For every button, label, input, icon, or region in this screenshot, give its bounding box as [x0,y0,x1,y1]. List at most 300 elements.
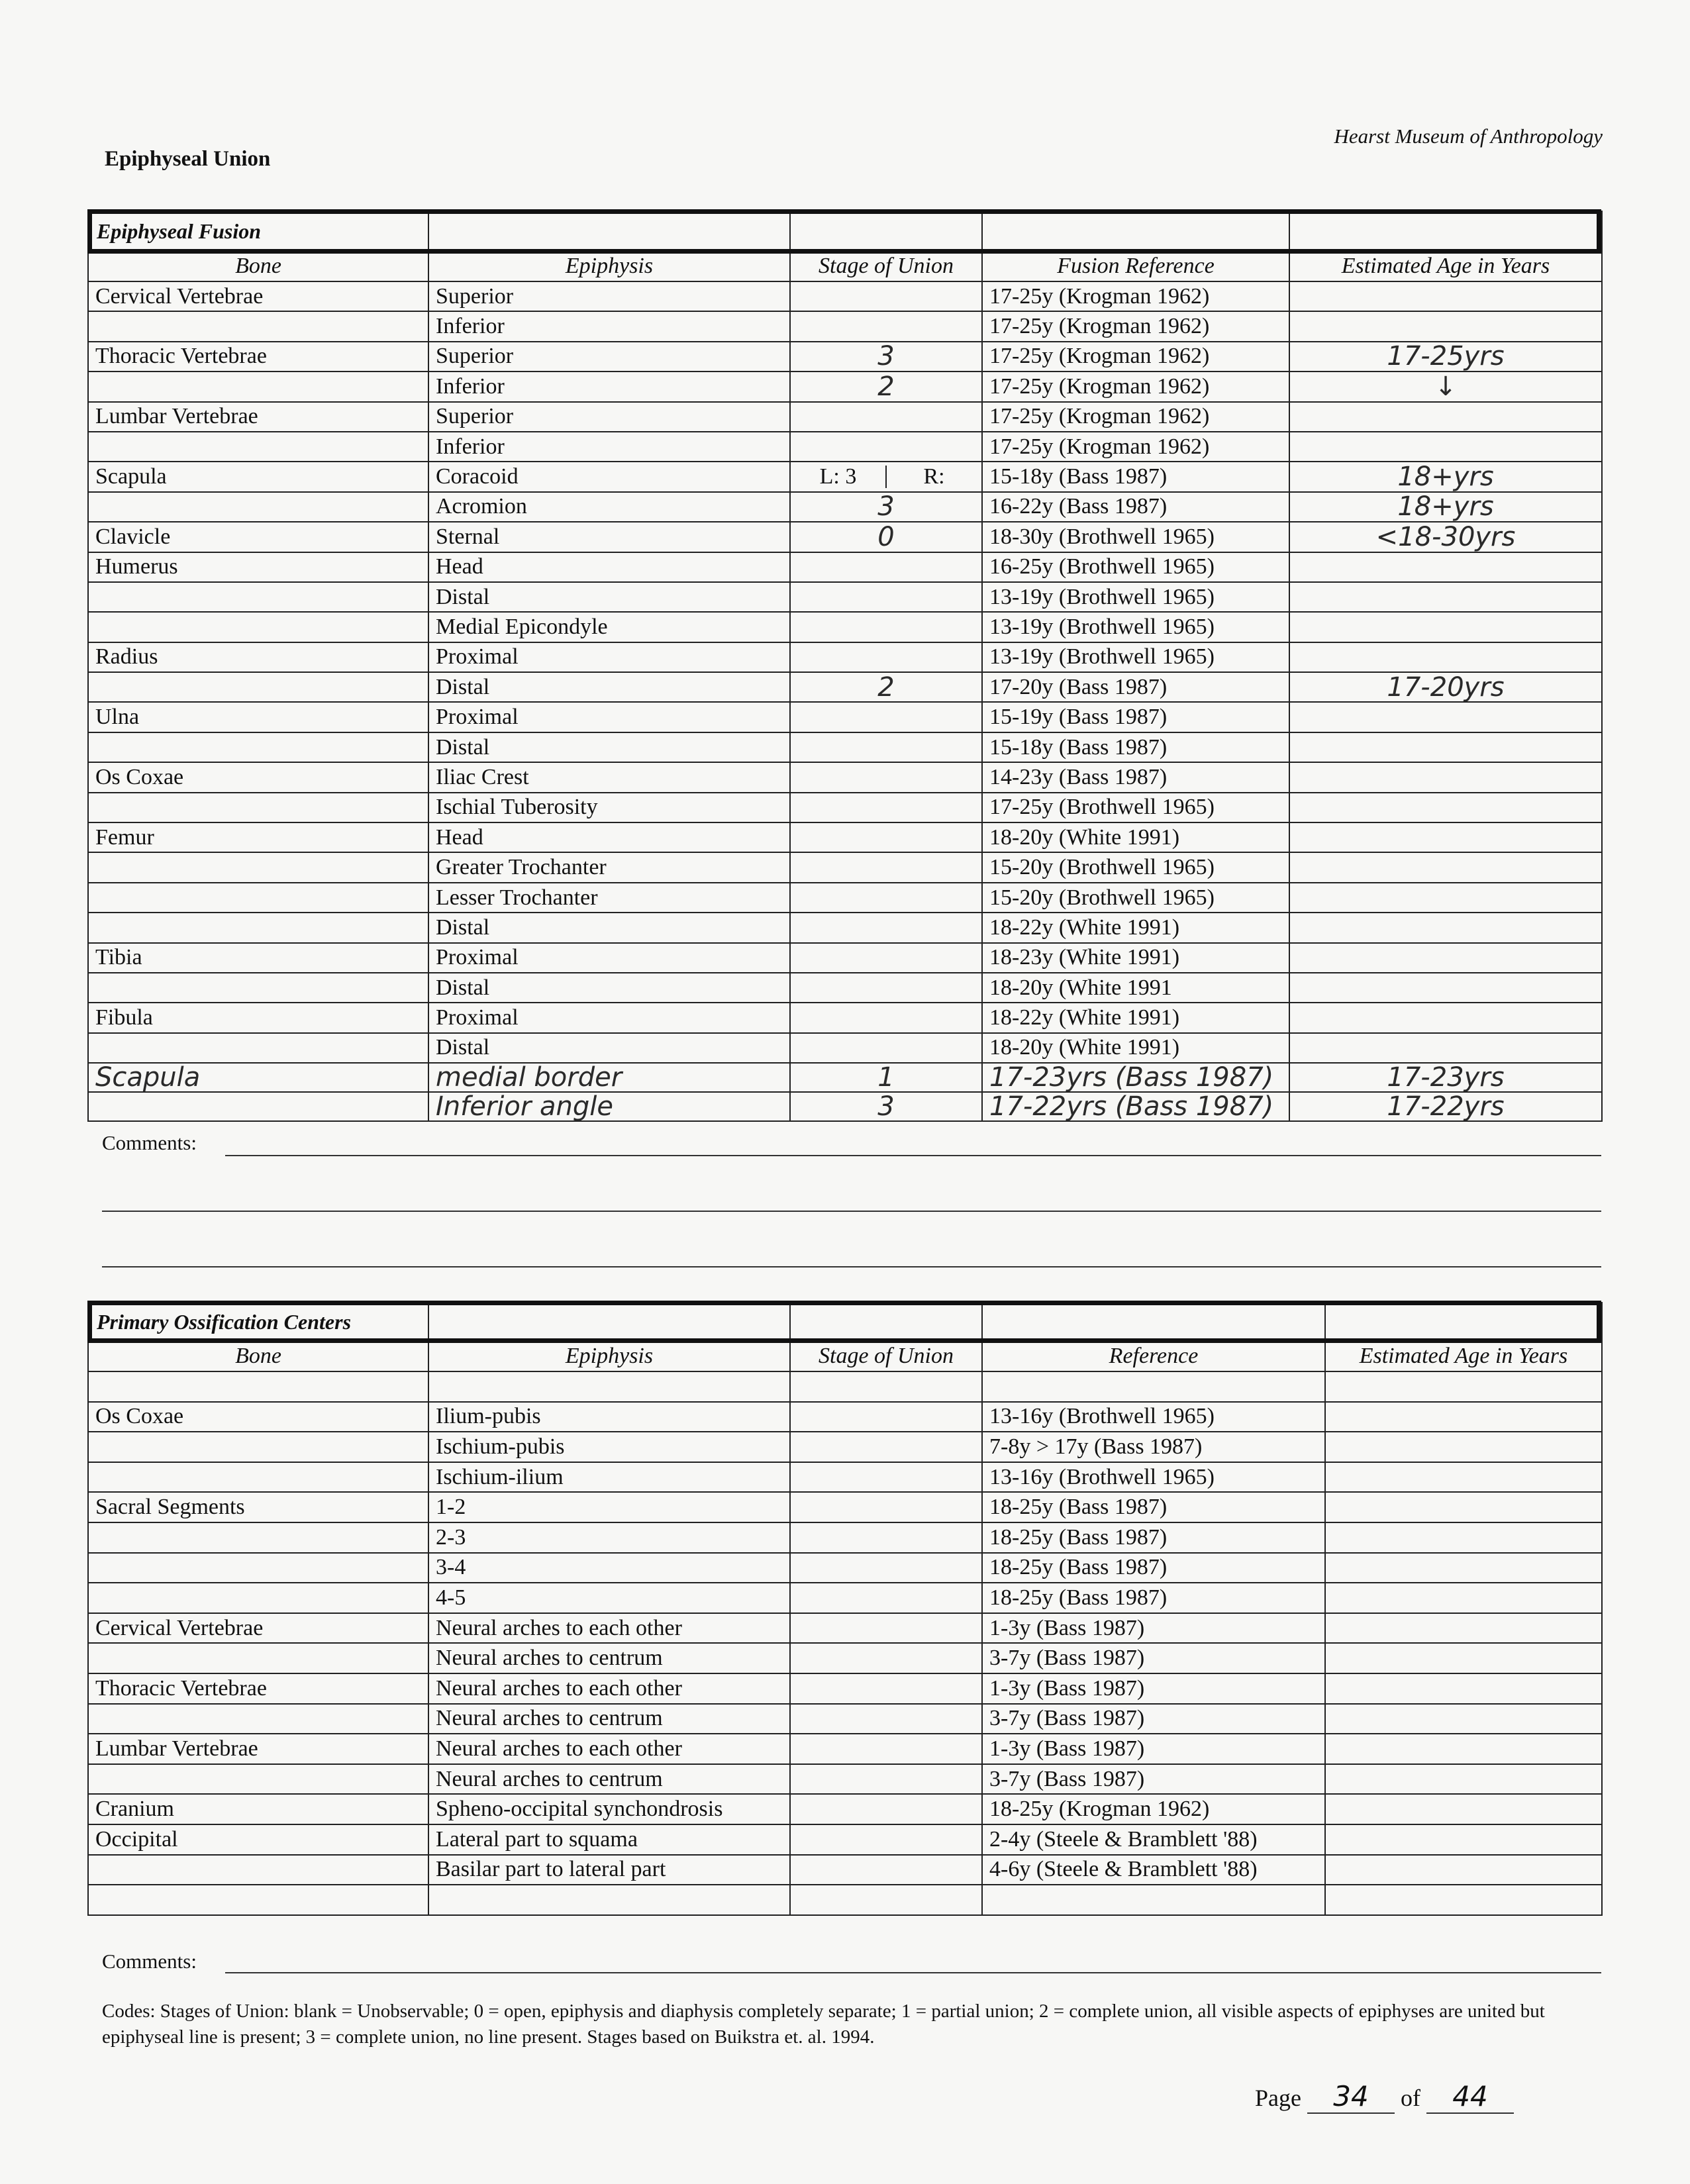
form-title: Epiphyseal Union [105,147,271,171]
estimated-age-cell [1289,913,1602,942]
epiphysis-cell: Head [428,822,790,852]
epiphysis-cell: Neural arches to each other [428,1734,790,1764]
reference-cell: 18-25y (Krogman 1962) [982,1794,1325,1824]
reference-cell: 3-7y (Bass 1987) [982,1704,1325,1734]
table-row [88,943,1602,973]
table-row [88,1764,1602,1795]
stage-codes-legend: Codes: Stages of Union: blank = Unobservable; 0 = open, epiphysis and diaphysis completely separate; 1 = partial union; 2 = complete union, all visible aspects of epiphyses are united but epiphyseal line is present; 3 = complete union, no line present. Stages based on Buikstra et. al. 1994. [102,2001,1545,2048]
handwritten-row [88,1092,1602,1121]
epiphysis-cell: 1-2 [428,1492,790,1522]
table-row [88,793,1602,822]
comments-label: Comments: [102,1131,197,1154]
estimated-age-cell: 18+yrs [1289,462,1602,491]
estimated-age-cell [1289,762,1602,792]
table-row [88,281,1602,311]
bone-cell [88,1092,428,1121]
column-header: Estimated Age in Years [1289,251,1602,281]
epiphysis-cell: Iliac Crest [428,762,790,792]
table-row [88,973,1602,1003]
epiphysis-cell [428,1885,790,1915]
bone-cell: Sacral Segments [88,1492,428,1522]
epiphysis-cell: Lesser Trochanter [428,883,790,913]
table-row [88,1824,1602,1855]
epiphysis-cell: Distal [428,1033,790,1063]
stage-of-union-cell [790,642,982,672]
bone-cell [88,1371,428,1402]
epiphysis-cell: Head [428,552,790,582]
stage-of-union-cell [790,1553,982,1583]
estimated-age-cell [1289,281,1602,311]
bone-cell [88,973,428,1003]
epiphysis-cell: Inferior [428,432,790,462]
epiphysis-cell: Neural arches to centrum [428,1643,790,1673]
stage-of-union-cell [790,281,982,311]
estimated-age-cell: 18+yrs [1289,492,1602,522]
estimated-age-cell [1289,552,1602,582]
bone-cell [88,1522,428,1553]
reference-cell: 17-25y (Krogman 1962) [982,311,1289,341]
bone-cell [88,612,428,642]
stage-of-union-cell [790,732,982,762]
epiphysis-cell: Distal [428,913,790,942]
epiphysis-cell: Neural arches to each other [428,1613,790,1644]
stage-of-union-cell [790,1402,982,1432]
estimated-age-cell: 17-22yrs [1289,1092,1602,1121]
table-row [88,1613,1602,1644]
table-row [88,492,1602,522]
reference-cell: 18-20y (White 1991) [982,822,1289,852]
primary-ossification-table [87,1302,1603,1916]
stage-of-union-cell [790,1643,982,1673]
bone-cell: Tibia [88,943,428,973]
reference-cell: 1-3y (Bass 1987) [982,1734,1325,1764]
bone-cell: Cervical Vertebrae [88,281,428,311]
table-row [88,1492,1602,1522]
estimated-age-cell [1325,1613,1602,1644]
table-row [88,342,1602,372]
stage-of-union-cell [790,1492,982,1522]
stage-of-union-cell [790,432,982,462]
reference-cell [982,1885,1325,1915]
column-header: Bone [88,251,428,281]
estimated-age-cell [1325,1643,1602,1673]
reference-cell: 2-4y (Steele & Bramblett '88) [982,1824,1325,1855]
table-row [88,372,1602,401]
epiphysis-cell: Spheno-occipital synchondrosis [428,1794,790,1824]
bone-cell [88,1764,428,1795]
comments-line [102,1266,1601,1267]
bone-cell [88,1033,428,1063]
epiphysis-cell: Superior [428,342,790,372]
epiphysis-cell: Acromion [428,492,790,522]
bone-cell: Radius [88,642,428,672]
estimated-age-cell [1325,1764,1602,1795]
epiphysis-cell: 3-4 [428,1553,790,1583]
column-header: Bone [88,1341,428,1371]
estimated-age-cell [1325,1673,1602,1704]
bone-cell [88,1643,428,1673]
column-header: Fusion Reference [982,251,1289,281]
bone-cell: Os Coxae [88,1402,428,1432]
epiphysis-cell: medial border [428,1063,790,1092]
column-header: Reference [982,1341,1325,1371]
bone-cell [88,582,428,612]
stage-right: R: [923,464,945,489]
table-row [88,1734,1602,1764]
column-header: Epiphysis [428,251,790,281]
bone-cell [88,852,428,882]
page-number: 34 [1307,2080,1395,2114]
table-row [88,1673,1602,1704]
estimated-age-cell [1289,883,1602,913]
reference-cell: 18-25y (Bass 1987) [982,1492,1325,1522]
estimated-age-cell [1325,1432,1602,1462]
stage-of-union-cell [790,1371,982,1402]
stage-of-union-cell [790,552,982,582]
column-header: Stage of Union [790,251,982,281]
epiphysis-cell: Sternal [428,522,790,552]
reference-cell: 18-22y (White 1991) [982,1003,1289,1032]
estimated-age-cell [1325,1794,1602,1824]
bone-cell: Humerus [88,552,428,582]
stage-of-union-cell [790,462,982,491]
estimated-age-cell [1289,1033,1602,1063]
epiphysis-cell: Distal [428,732,790,762]
bone-cell [88,372,428,401]
reference-cell: 17-25y (Krogman 1962) [982,281,1289,311]
table-row [88,1402,1602,1432]
stage-of-union-cell: 0 [790,522,982,552]
section-title-row [88,1303,1602,1341]
reference-cell: 18-23y (White 1991) [982,943,1289,973]
stage-left: L: 3 [791,466,887,488]
stage-of-union-cell: 3 [790,342,982,372]
stage-of-union-cell [790,1794,982,1824]
reference-cell: 15-19y (Bass 1987) [982,702,1289,732]
estimated-age-cell [1325,1583,1602,1613]
comments-line [225,1972,1601,1973]
table-row [88,522,1602,552]
column-header-row [88,1341,1602,1371]
reference-cell: 16-22y (Bass 1987) [982,492,1289,522]
reference-cell: 13-19y (Brothwell 1965) [982,642,1289,672]
estimated-age-cell [1289,702,1602,732]
stage-of-union-cell [790,1522,982,1553]
table-row [88,1553,1602,1583]
bone-cell [88,1462,428,1493]
reference-cell: 4-6y (Steele & Bramblett '88) [982,1855,1325,1885]
reference-cell: 16-25y (Brothwell 1965) [982,552,1289,582]
reference-cell: 17-25y (Krogman 1962) [982,342,1289,372]
epiphysis-cell: Superior [428,402,790,432]
bone-cell: Fibula [88,1003,428,1032]
table-row [88,1643,1602,1673]
stage-of-union-cell [790,1003,982,1032]
table-row [88,1371,1602,1402]
table-row [88,552,1602,582]
estimated-age-cell [1289,612,1602,642]
bone-cell: Cervical Vertebrae [88,1613,428,1644]
table-row [88,1704,1602,1734]
table-row [88,432,1602,462]
total-pages: 44 [1426,2080,1514,2114]
estimated-age-cell [1325,1522,1602,1553]
reference-cell: 1-3y (Bass 1987) [982,1613,1325,1644]
table-row [88,402,1602,432]
bone-cell: Occipital [88,1824,428,1855]
bone-cell: Clavicle [88,522,428,552]
reference-cell: 13-19y (Brothwell 1965) [982,612,1289,642]
bone-cell [88,672,428,702]
reference-cell: 18-30y (Brothwell 1965) [982,522,1289,552]
stage-of-union-cell [790,943,982,973]
epiphysis-cell: Ilium-pubis [428,1402,790,1432]
column-header: Estimated Age in Years [1325,1341,1602,1371]
reference-cell: 18-25y (Bass 1987) [982,1583,1325,1613]
comments-line [102,1211,1601,1212]
estimated-age-cell [1325,1371,1602,1402]
stage-of-union-cell [790,1033,982,1063]
epiphysis-cell: Neural arches to each other [428,1673,790,1704]
bone-cell [88,1855,428,1885]
stage-of-union-cell: 2 [790,672,982,702]
bone-cell [88,1583,428,1613]
section-title-row [88,211,1602,251]
stage-of-union-cell [790,1855,982,1885]
column-header-row [88,251,1602,281]
reference-cell: 17-25y (Krogman 1962) [982,432,1289,462]
estimated-age-cell: <18-30yrs [1289,522,1602,552]
estimated-age-cell [1289,793,1602,822]
reference-cell: 18-20y (White 1991) [982,1033,1289,1063]
epiphysis-cell: 4-5 [428,1583,790,1613]
epiphysis-cell: Lateral part to squama [428,1824,790,1855]
page-counter [1255,2080,1514,2114]
bone-cell [88,913,428,942]
bone-cell [88,1553,428,1583]
estimated-age-cell [1325,1704,1602,1734]
reference-cell: 18-22y (White 1991) [982,913,1289,942]
estimated-age-cell [1289,852,1602,882]
stage-of-union-cell [790,1613,982,1644]
stage-of-union-cell [790,402,982,432]
reference-cell: 14-23y (Bass 1987) [982,762,1289,792]
epiphysis-cell: Proximal [428,702,790,732]
table-row [88,702,1602,732]
stage-of-union-cell [790,1885,982,1915]
reference-cell: 18-20y (White 1991 [982,973,1289,1003]
table-row [88,672,1602,702]
reference-cell: 7-8y > 17y (Bass 1987) [982,1432,1325,1462]
epiphysis-cell: Distal [428,672,790,702]
reference-cell: 1-3y (Bass 1987) [982,1673,1325,1704]
reference-cell: 18-25y (Bass 1987) [982,1553,1325,1583]
stage-of-union-cell [790,1673,982,1704]
bone-cell [88,1432,428,1462]
estimated-age-cell [1289,1003,1602,1032]
epiphysis-cell: Neural arches to centrum [428,1704,790,1734]
estimated-age-cell [1289,311,1602,341]
epiphyseal-fusion-table [87,211,1603,1122]
bone-cell: Thoracic Vertebrae [88,1673,428,1704]
epiphysis-cell: Greater Trochanter [428,852,790,882]
stage-of-union-cell [790,913,982,942]
comments-line [225,1155,1601,1156]
reference-cell: 13-19y (Brothwell 1965) [982,582,1289,612]
estimated-age-cell: 17-25yrs [1289,342,1602,372]
bone-cell [88,1885,428,1915]
epiphysis-cell: 2-3 [428,1522,790,1553]
bone-cell [88,492,428,522]
estimated-age-cell [1289,943,1602,973]
stage-of-union-cell: 2 [790,372,982,401]
column-header: Epiphysis [428,1341,790,1371]
epiphysis-cell: Ischium-ilium [428,1462,790,1493]
epiphysis-cell: Ischial Tuberosity [428,793,790,822]
estimated-age-cell [1325,1824,1602,1855]
table-row [88,1794,1602,1824]
reference-cell: 3-7y (Bass 1987) [982,1643,1325,1673]
stage-of-union-cell [790,883,982,913]
table-row [88,1432,1602,1462]
stage-of-union-cell [790,762,982,792]
epiphysis-cell: Proximal [428,943,790,973]
epiphysis-cell [428,1371,790,1402]
estimated-age-cell [1325,1855,1602,1885]
bone-cell [88,793,428,822]
epiphysis-cell: Coracoid [428,462,790,491]
table-row [88,1522,1602,1553]
reference-cell: 15-20y (Brothwell 1965) [982,852,1289,882]
table-row [88,1885,1602,1915]
stage-of-union-cell: 3 [790,1092,982,1121]
estimated-age-cell: 17-23yrs [1289,1063,1602,1092]
table-row [88,311,1602,341]
reference-cell [982,1371,1325,1402]
bone-cell [88,732,428,762]
stage-of-union-cell [790,1704,982,1734]
stage-of-union-cell [790,1824,982,1855]
estimated-age-cell [1289,402,1602,432]
reference-cell: 3-7y (Bass 1987) [982,1764,1325,1795]
bone-cell: Cranium [88,1794,428,1824]
reference-cell: 15-20y (Brothwell 1965) [982,883,1289,913]
estimated-age-cell [1325,1462,1602,1493]
estimated-age-cell [1289,732,1602,762]
bone-cell: Scapula [88,462,428,491]
table-row [88,762,1602,792]
bone-cell: Lumbar Vertebrae [88,1734,428,1764]
stage-of-union-cell [790,852,982,882]
stage-of-union-cell [790,612,982,642]
stage-of-union-cell: 1 [790,1063,982,1092]
handwritten-row [88,1063,1602,1092]
estimated-age-cell: ↓ [1289,372,1602,401]
stage-of-union-cell [790,973,982,1003]
reference-cell: 18-25y (Bass 1987) [982,1522,1325,1553]
stage-of-union-cell [790,582,982,612]
epiphysis-cell: Inferior [428,311,790,341]
epiphysis-cell: Inferior [428,372,790,401]
epiphysis-cell: Superior [428,281,790,311]
stage-of-union-cell [790,1462,982,1493]
estimated-age-cell [1325,1492,1602,1522]
stage-of-union-cell [790,1432,982,1462]
page-label: Page [1255,2085,1301,2111]
bone-cell: Lumbar Vertebrae [88,402,428,432]
bone-cell [88,883,428,913]
epiphysis-cell: Inferior angle [428,1092,790,1121]
table-row [88,822,1602,852]
table-row [88,462,1602,491]
reference-cell: 17-20y (Bass 1987) [982,672,1289,702]
section-title: Epiphyseal Fusion [88,211,428,251]
bone-cell [88,311,428,341]
table-row [88,1855,1602,1885]
table-row [88,883,1602,913]
comments-label: Comments: [102,1950,197,1973]
stage-of-union-cell [790,702,982,732]
stage-of-union-cell [790,793,982,822]
bone-cell: Scapula [88,1063,428,1092]
table-row [88,642,1602,672]
column-header: Stage of Union [790,1341,982,1371]
table-row [88,913,1602,942]
epiphysis-cell: Neural arches to centrum [428,1764,790,1795]
bone-cell: Femur [88,822,428,852]
epiphysis-cell: Proximal [428,1003,790,1032]
stage-of-union-cell [790,311,982,341]
epiphysis-cell: Ischium-pubis [428,1432,790,1462]
reference-cell: 15-18y (Bass 1987) [982,462,1289,491]
table-row [88,1003,1602,1032]
reference-cell: 15-18y (Bass 1987) [982,732,1289,762]
estimated-age-cell [1325,1553,1602,1583]
stage-of-union-cell [790,1734,982,1764]
reference-cell: 17-25y (Krogman 1962) [982,372,1289,401]
bone-cell: Thoracic Vertebrae [88,342,428,372]
reference-cell: 13-16y (Brothwell 1965) [982,1462,1325,1493]
epiphysis-cell: Proximal [428,642,790,672]
estimated-age-cell [1289,432,1602,462]
reference-cell: 17-23yrs (Bass 1987) [982,1063,1289,1092]
estimated-age-cell [1289,822,1602,852]
estimated-age-cell [1289,582,1602,612]
table-row [88,1033,1602,1063]
stage-of-union-cell: 3 [790,492,982,522]
stage-of-union-cell [790,1583,982,1613]
estimated-age-cell: 17-20yrs [1289,672,1602,702]
estimated-age-cell [1325,1734,1602,1764]
section-title: Primary Ossification Centers [88,1303,428,1341]
reference-cell: 17-22yrs (Bass 1987) [982,1092,1289,1121]
estimated-age-cell [1325,1885,1602,1915]
bone-cell: Os Coxae [88,762,428,792]
bone-cell [88,432,428,462]
stage-of-union-cell [790,822,982,852]
epiphysis-cell: Basilar part to lateral part [428,1855,790,1885]
organization-name: Hearst Museum of Anthropology [1334,124,1603,148]
table-row [88,852,1602,882]
epiphysis-cell: Distal [428,582,790,612]
bone-cell: Ulna [88,702,428,732]
table-row [88,582,1602,612]
table-row [88,1583,1602,1613]
epiphysis-cell: Distal [428,973,790,1003]
epiphysis-cell: Medial Epicondyle [428,612,790,642]
bone-cell [88,1704,428,1734]
table-row [88,1462,1602,1493]
